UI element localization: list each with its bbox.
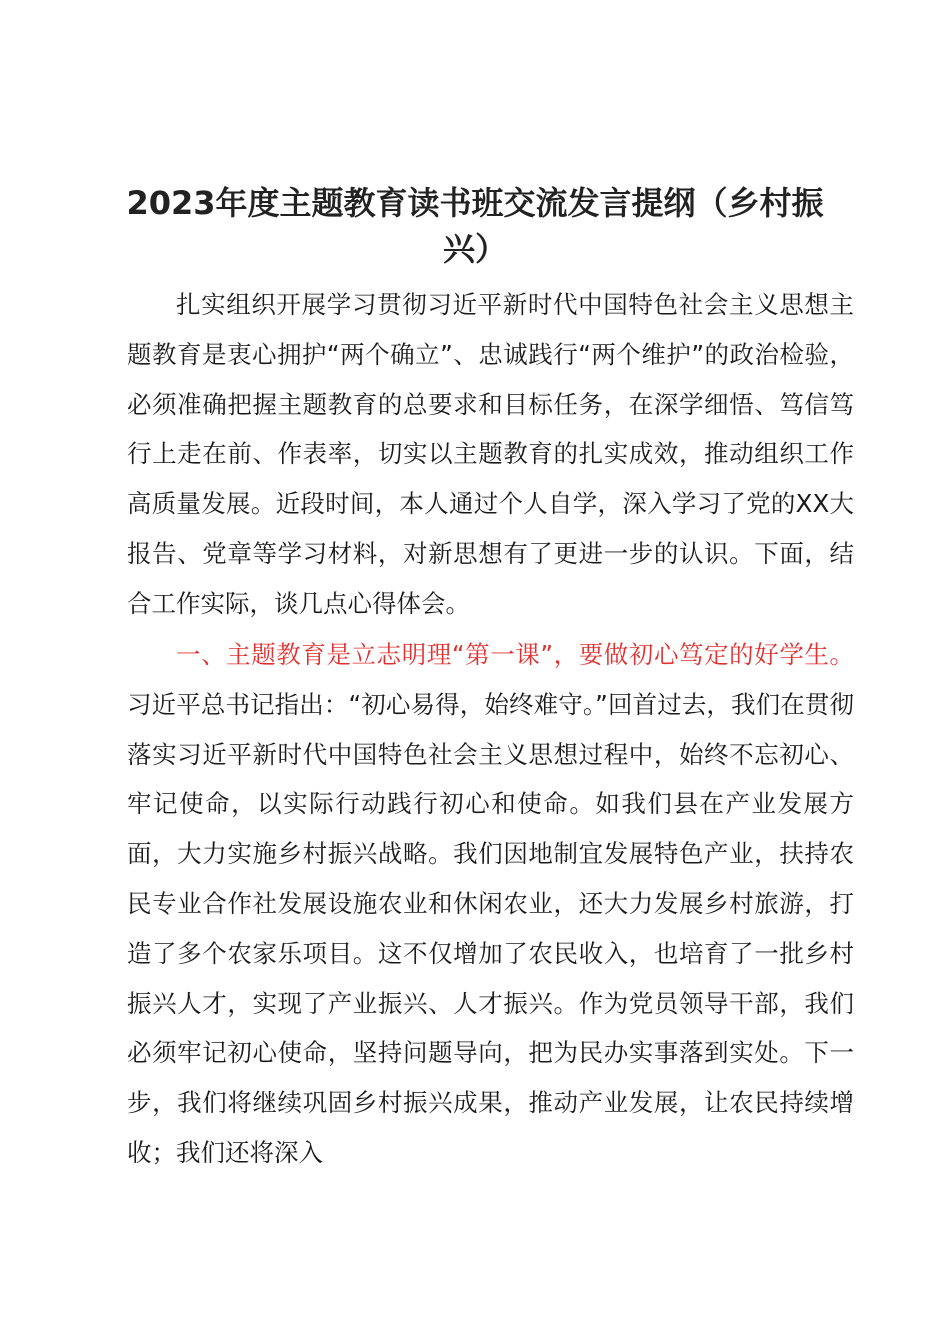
section-one-body: 习近平总书记指出：“初心易得，始终难守。”回首过去，我们在贯彻落实习近平新时代中国特色社会主义思想过程中，始终不忘初心、牢记使命，以实际行动践行初心和使命。如我们县在产业发展方面，大力实施乡村振兴战略。我们因地制宜发展特色产业，扶持农民专业合作社发展设施农业和休闲农业，还大力发展乡村旅游，打造了多个农家乐项目。这不仅增加了农民收入，也培育了一批乡村振兴人才，实现了产业振兴、人才振兴。作为党员领导干部，我们必须牢记初心使命，坚持问题导向，把为民办实事落到实处。下一步，我们将继续巩固乡村振兴成果，推动产业发展，让农民持续增收；我们还将深入 [127, 689, 854, 1167]
document-title: 2023年度主题教育读书班交流发言提纲（乡村振兴） [126, 184, 824, 268]
section-one-heading: 一、主题教育是立志明理“第一课”，要做初心笃定的好学生。 [176, 640, 854, 669]
intro-paragraph: 扎实组织开展学习贯彻习近平新时代中国特色社会主义思想主题教育是衷心拥护“两个确立”、忠诚践行“两个维护”的政治检验，必须准确把握主题教育的总要求和目标任务，在深学细悟、笃信笃行上走在前、作表率，切实以主题教育的扎实成效，推动组织工作高质量发展。近段时间，本人通过个人自学，深入学习了党的XX大报告、党章等学习材料，对新思想有了更进一步的认识。下面，结合工作实际，谈几点心得体会。 [127, 290, 854, 618]
section-one-paragraph [127, 630, 854, 1178]
